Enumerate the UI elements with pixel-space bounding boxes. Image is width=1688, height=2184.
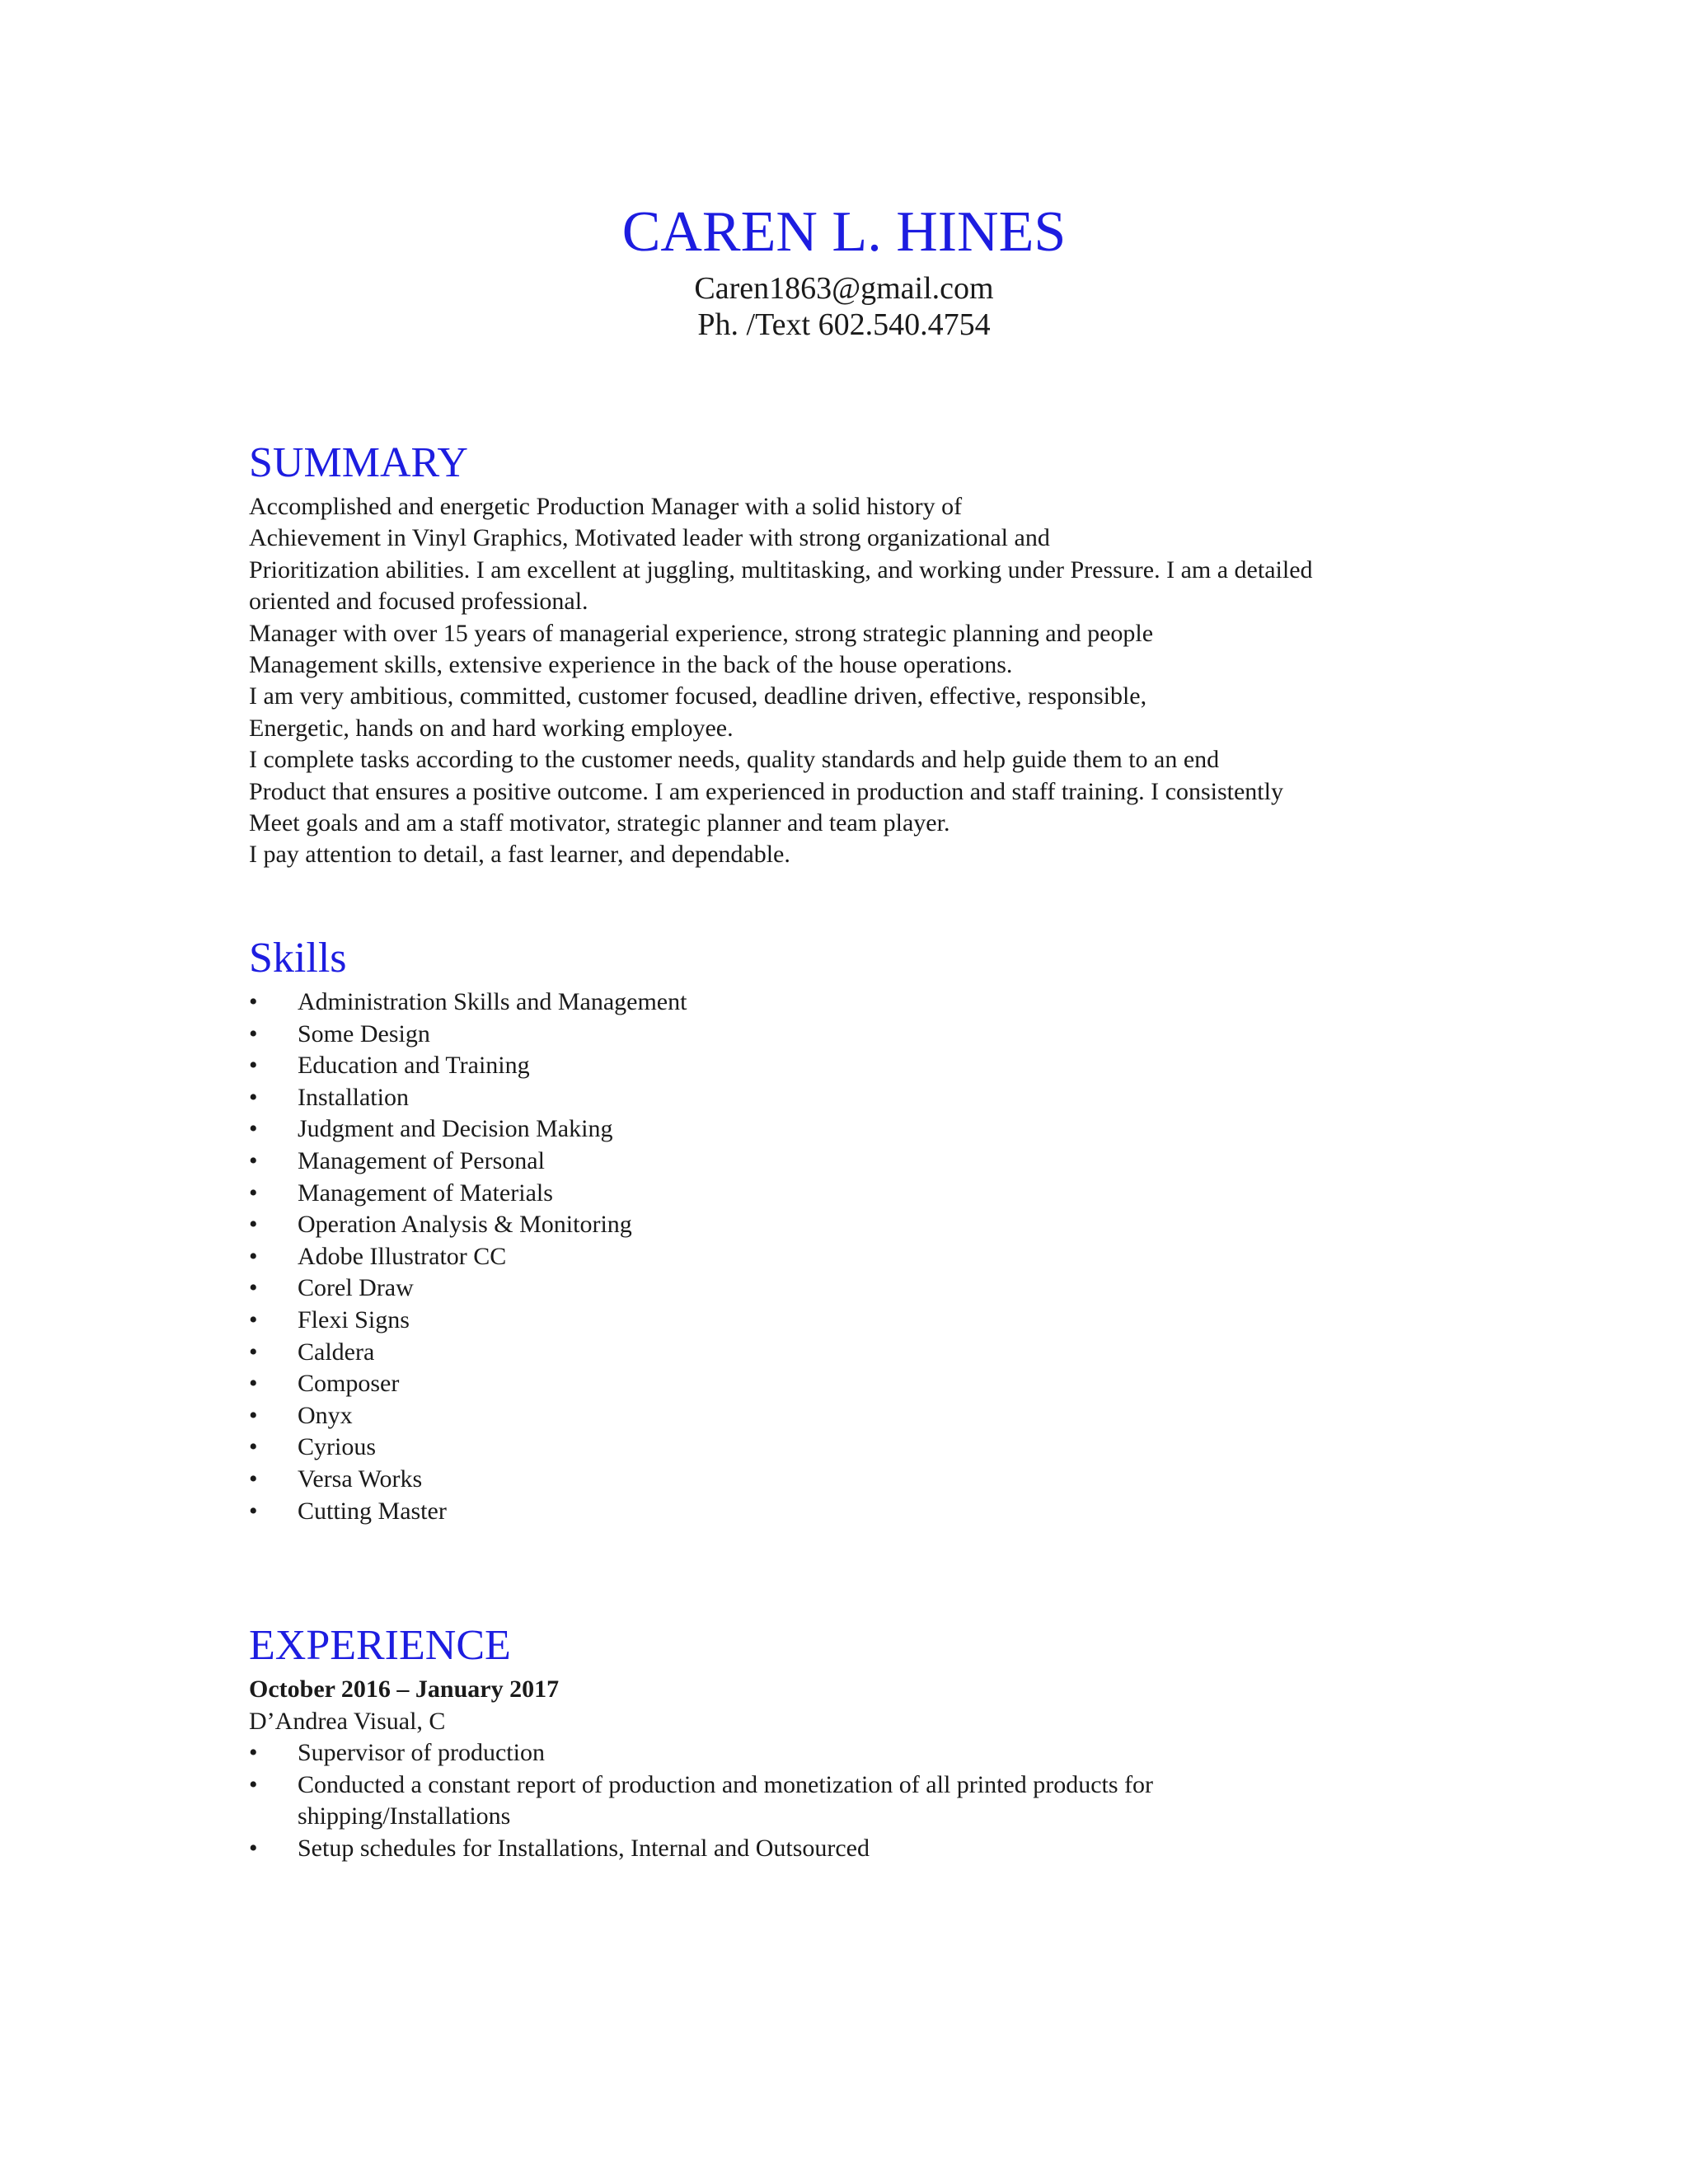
resume-header	[0, 194, 1688, 343]
list-item: • Administration Skills and Management	[249, 987, 1469, 1019]
bullet-icon: •	[249, 1834, 258, 1862]
list-item: • Setup schedules for Installations, Internal and Outsourced	[249, 1833, 1304, 1865]
skills-section	[249, 932, 1469, 1527]
list-item: • Composer	[249, 1368, 1469, 1400]
summary-line: Prioritization abilities. I am excellent at juggling, multitasking, and working under Pressure. I am a detailed	[249, 555, 1313, 583]
list-item: • Cyrious	[249, 1432, 1469, 1464]
summary-line: Manager with over 15 years of managerial experience, strong strategic planning and people	[249, 619, 1154, 647]
list-item: • Adobe Illustrator CC	[249, 1241, 1469, 1273]
experience-section	[249, 1619, 1469, 1865]
list-item: • Cutting Master	[249, 1496, 1469, 1528]
bullet-icon: •	[249, 1242, 258, 1270]
list-item: • Management of Personal	[249, 1146, 1469, 1178]
bullet-icon: •	[249, 1433, 258, 1461]
list-item: • Education and Training	[249, 1050, 1469, 1082]
bullet-icon: •	[249, 1497, 258, 1525]
summary-line: I complete tasks according to the customer needs, quality standards and help guide them to an end	[249, 746, 1220, 774]
job-duties-list	[249, 1737, 1304, 1864]
bullet-icon: •	[249, 1739, 258, 1767]
list-item: • Flexi Signs	[249, 1305, 1469, 1337]
list-item: • Some Design	[249, 1019, 1469, 1051]
bullet-icon: •	[249, 1115, 258, 1143]
skills-list	[249, 987, 1469, 1527]
summary-line: Energetic, hands on and hard working employee.	[249, 714, 734, 742]
list-item: • Supervisor of production	[249, 1737, 1304, 1769]
bullet-icon: •	[249, 1083, 258, 1111]
summary-line: I am very ambitious, committed, customer focused, deadline driven, effective, responsible,	[249, 682, 1147, 710]
bullet-icon: •	[249, 1370, 258, 1398]
bullet-icon: •	[249, 1770, 258, 1798]
skills-heading: Skills	[249, 935, 347, 982]
list-item: • Installation	[249, 1082, 1469, 1114]
bullet-icon: •	[249, 1052, 258, 1080]
bullet-icon: •	[249, 1465, 258, 1493]
bullet-icon: •	[249, 1401, 258, 1429]
list-item: • Judgment and Decision Making	[249, 1113, 1469, 1146]
job-entry	[249, 1674, 1469, 1865]
candidate-name: CAREN L. HINES	[621, 200, 1067, 264]
summary-body	[249, 491, 1469, 871]
contact-phone: Ph. /Text 602.540.4754	[697, 307, 991, 342]
list-item: • Conducted a constant report of production and monetization of all printed products for shipping/Installations	[249, 1770, 1154, 1830]
list-item: • Versa Works	[249, 1464, 1469, 1496]
summary-line: I pay attention to detail, a fast learner, and dependable.	[249, 841, 790, 869]
list-item: • Onyx	[249, 1400, 1469, 1432]
list-item: • Corel Draw	[249, 1272, 1469, 1305]
summary-line: Management skills, extensive experience in the back of the house operations.	[249, 651, 1013, 679]
bullet-icon: •	[249, 1305, 258, 1333]
list-item: • Operation Analysis & Monitoring	[249, 1209, 1469, 1241]
summary-line: Product that ensures a positive outcome. I am experienced in production and staff training. I consistently	[249, 777, 1283, 805]
experience-heading: EXPERIENCE	[249, 1622, 511, 1669]
summary-line: Accomplished and energetic Production Manager with a solid history of	[249, 493, 963, 520]
job-date: October 2016 – January 2017	[249, 1675, 560, 1703]
bullet-icon: •	[249, 1019, 258, 1047]
summary-heading: SUMMARY	[249, 439, 468, 486]
list-item: • Caldera	[249, 1337, 1469, 1369]
bullet-icon: •	[249, 1211, 258, 1239]
contact-email: Caren1863@gmail.com	[694, 271, 994, 306]
list-item: • Management of Materials	[249, 1178, 1469, 1210]
summary-section	[249, 437, 1469, 871]
bullet-icon: •	[249, 1146, 258, 1174]
summary-line: Meet goals and am a staff motivator, strategic planner and team player.	[249, 809, 950, 837]
summary-line: oriented and focused professional.	[249, 588, 588, 616]
bullet-icon: •	[249, 1338, 258, 1366]
bullet-icon: •	[249, 1274, 258, 1302]
job-company: D’Andrea Visual, C	[249, 1707, 446, 1735]
bullet-icon: •	[249, 988, 258, 1015]
bullet-icon: •	[249, 1179, 258, 1207]
summary-line: Achievement in Vinyl Graphics, Motivated leader with strong organizational and	[249, 524, 1050, 552]
